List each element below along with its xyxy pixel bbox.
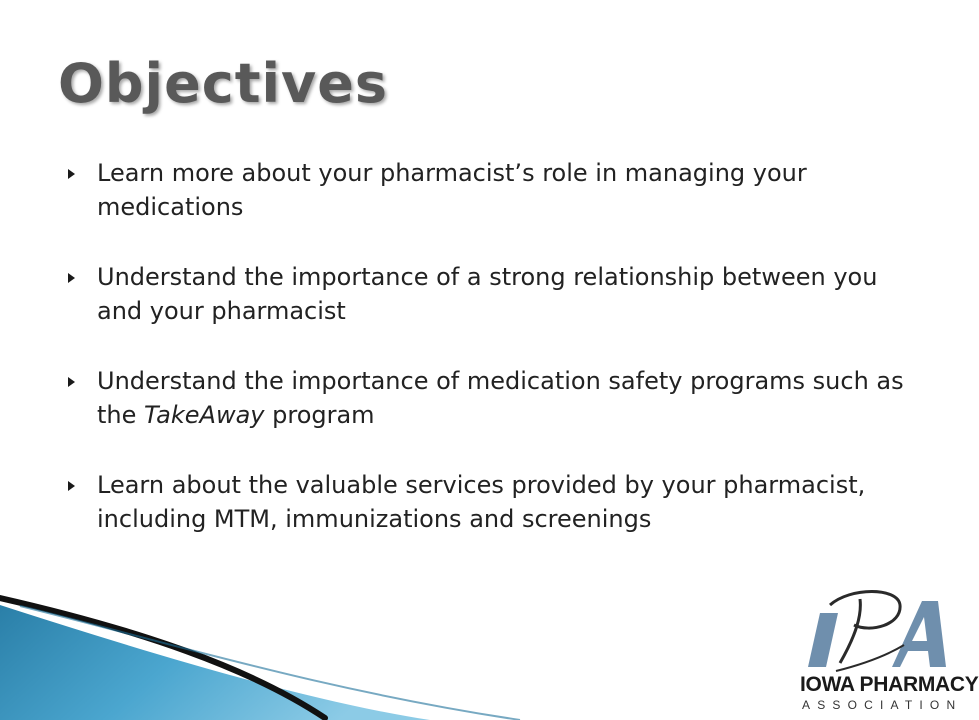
logo-subtitle-text: ASSOCIATION [802,698,963,712]
list-item [62,156,922,224]
triangle-bullet-icon [68,481,75,491]
bullet-text: Learn about the valuable services provided by your pharmacist, including MTM, immunizations and screenings [97,471,866,533]
triangle-bullet-icon [68,273,75,283]
bullet-text-end: program [264,401,375,429]
list-item [62,364,922,432]
iowa-pharmacy-association-logo [792,585,979,715]
triangle-bullet-icon [68,169,75,179]
triangle-bullet-icon [68,377,75,387]
bullet-text: Understand the importance of a strong relationship between you and your pharmacist [97,263,878,325]
objectives-list [62,156,922,572]
list-item [62,468,922,536]
list-item [62,260,922,328]
program-name: TakeAway [144,401,265,429]
ipa-monogram-logo [800,585,950,673]
logo-name-text: IOWA PHARMACY [800,673,979,696]
bullet-text-start: Understand the importance of medication safety programs such as the [97,367,904,429]
page-title: Objectives [58,52,388,115]
bullet-text: Learn more about your pharmacist’s role in managing your medications [97,159,807,221]
